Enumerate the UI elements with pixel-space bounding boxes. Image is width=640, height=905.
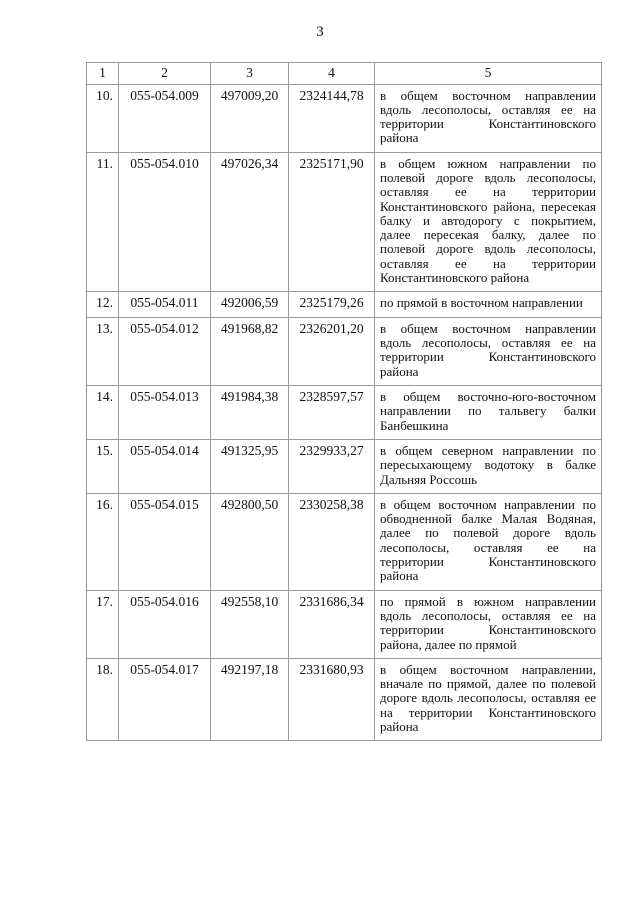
table-header-row xyxy=(87,63,602,85)
coord-y: 2330258,38 xyxy=(289,493,375,590)
header-col-3: 3 xyxy=(211,63,289,85)
coord-y: 2324144,78 xyxy=(289,84,375,152)
header-col-5: 5 xyxy=(375,63,602,85)
coord-y: 2326201,20 xyxy=(289,317,375,385)
point-code: 055-054.011 xyxy=(119,292,211,318)
row-number: 10. xyxy=(87,84,119,152)
coord-y: 2329933,27 xyxy=(289,439,375,493)
point-code: 055-054.015 xyxy=(119,493,211,590)
row-number: 15. xyxy=(87,439,119,493)
coord-x: 492558,10 xyxy=(211,590,289,658)
boundary-description: по прямой в южном направлении вдоль лесополосы, оставляя ее на территории Константиновского района, далее по прямой xyxy=(375,590,602,658)
header-col-4: 4 xyxy=(289,63,375,85)
coord-y: 2331686,34 xyxy=(289,590,375,658)
boundary-description: в общем восточном направлении, вначале по прямой, далее по полевой дороге вдоль лесополосы, оставляя ее на территории Константиновского района xyxy=(375,658,602,740)
row-number: 17. xyxy=(87,590,119,658)
boundary-description: в общем северном направлении по пересыхающему водотоку в балке Дальняя Россошь xyxy=(375,439,602,493)
table-row xyxy=(87,493,602,590)
coord-x: 491325,95 xyxy=(211,439,289,493)
row-number: 11. xyxy=(87,152,119,292)
table-row xyxy=(87,292,602,318)
coord-x: 492800,50 xyxy=(211,493,289,590)
table-row xyxy=(87,590,602,658)
point-code: 055-054.009 xyxy=(119,84,211,152)
point-code: 055-054.016 xyxy=(119,590,211,658)
row-number: 12. xyxy=(87,292,119,318)
table-row xyxy=(87,386,602,440)
row-number: 13. xyxy=(87,317,119,385)
coord-x: 492197,18 xyxy=(211,658,289,740)
coord-y: 2325179,26 xyxy=(289,292,375,318)
boundary-description: в общем восточном направлении вдоль лесополосы, оставляя ее на территории Константиновского района xyxy=(375,317,602,385)
table-row xyxy=(87,84,602,152)
coord-x: 491984,38 xyxy=(211,386,289,440)
table-row xyxy=(87,658,602,740)
boundary-description: в общем восточном направлении по обводненной балке Малая Водяная, далее по полевой дороге вдоль лесополосы, оставляя ее на территории Константиновского района xyxy=(375,493,602,590)
table-row xyxy=(87,152,602,292)
boundary-description: в общем восточном направлении вдоль лесополосы, оставляя ее на территории Константиновского района xyxy=(375,84,602,152)
point-code: 055-054.014 xyxy=(119,439,211,493)
page-number: 3 xyxy=(316,24,324,40)
header-col-1: 1 xyxy=(87,63,119,85)
row-number: 14. xyxy=(87,386,119,440)
boundary-description: в общем восточно-юго-восточном направлении по тальвегу балки Банбешкина xyxy=(375,386,602,440)
table-row xyxy=(87,439,602,493)
coord-x: 497026,34 xyxy=(211,152,289,292)
header-col-2: 2 xyxy=(119,63,211,85)
point-code: 055-054.010 xyxy=(119,152,211,292)
coord-x: 492006,59 xyxy=(211,292,289,318)
point-code: 055-054.013 xyxy=(119,386,211,440)
boundary-description: в общем южном направлении по полевой дороге вдоль лесополосы, оставляя ее на территории Константиновского района, пересекая балку и автодорогу с покрытием, далее пересекая балку, далее по полевой дороге вдоль лесополосы, оставляя ее на территории Константиновского района xyxy=(375,152,602,292)
coord-y: 2325171,90 xyxy=(289,152,375,292)
boundary-table xyxy=(86,62,602,741)
boundary-description: по прямой в восточном направлении xyxy=(375,292,602,318)
row-number: 16. xyxy=(87,493,119,590)
coord-x: 497009,20 xyxy=(211,84,289,152)
point-code: 055-054.012 xyxy=(119,317,211,385)
row-number: 18. xyxy=(87,658,119,740)
point-code: 055-054.017 xyxy=(119,658,211,740)
coord-x: 491968,82 xyxy=(211,317,289,385)
coord-y: 2331680,93 xyxy=(289,658,375,740)
coord-y: 2328597,57 xyxy=(289,386,375,440)
table-row xyxy=(87,317,602,385)
